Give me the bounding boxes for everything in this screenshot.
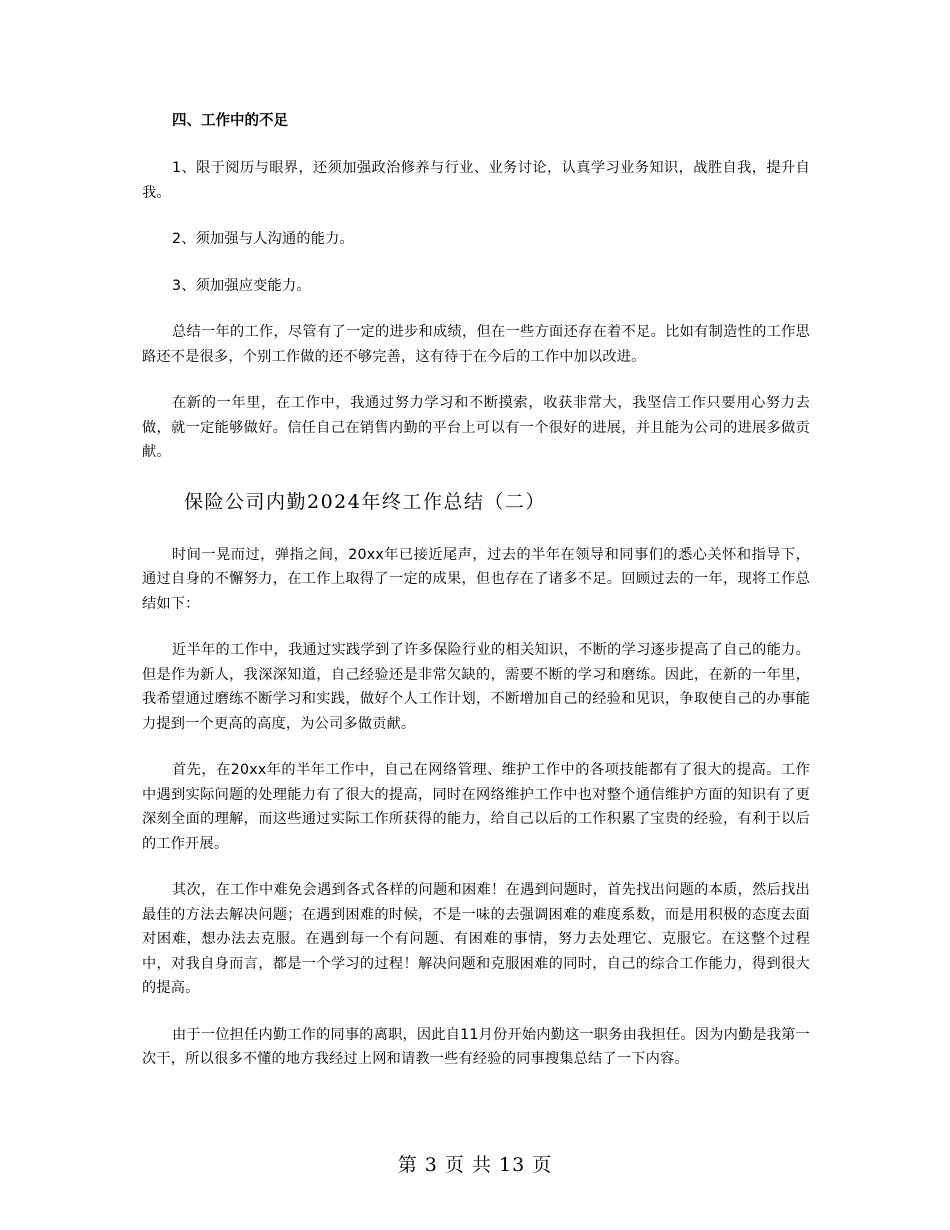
document-body	[142, 108, 810, 1094]
paragraph: 其次，在工作中难免会遇到各式各样的问题和困难！在遇到问题时，首先找出问题的本质，然后找出最佳的方法去解决问题；在遇到困难的时候，不是一味的去强调困难的难度系数，而是用积极的态度去面对困难，想办法去克服。在遇到每一个有问题、有困难的事情，努力去处理它、克服它。在这整个过程中，对我自身而言，都是一个学习的过程！解决问题和克服困难的同时，自己的综合工作能力，得到很大的提高。	[142, 882, 810, 996]
paragraph: 在新的一年里，在工作中，我通过努力学习和不断摸索，收获非常大，我坚信工作只要用心努力去做，就一定能够做好。信任自己在销售内勤的平台上可以有一个很好的进展，并且能为公司的进展多做贡献。	[142, 395, 810, 460]
page-number-footer: 第 3 页 共 13 页	[397, 1154, 553, 1176]
paragraph: 总结一年的工作，尽管有了一定的进步和成绩，但在一些方面还存在着不足。比如有制造性的工作思路还不是很多，个别工作做的还不够完善，这有待于在今后的工作中加以改进。	[142, 324, 810, 365]
section-title: 保险公司内勤2024年终工作总结（二）	[184, 490, 546, 513]
list-item: 2、须加强与人沟通的能力。	[172, 231, 354, 247]
paragraph: 时间一晃而过，弹指之间，20xx年已接近尾声，过去的半年在领导和同事们的悉心关怀和指导下，通过自身的不懈努力，在工作上取得了一定的成果，但也存在了诸多不足。回顾过去的一年，现将工作总结如下：	[142, 546, 810, 612]
paragraph: 近半年的工作中，我通过实践学到了许多保险行业的相关知识，不断的学习逐步提高了自己的能力。但是作为新人，我深深知道，自己经验还是非常欠缺的，需要不断的学习和磨练。因此，在新的一年里，我希望通过磨练不断学习和实践，做好个人工作计划，不断增加自己的经验和见识，争取使自己的办事能力提到一个更高的高度，为公司多做贡献。	[142, 642, 810, 732]
list-item: 1、限于阅历与眼界，还须加强政治修养与行业、业务讨论，认真学习业务知识，战胜自我，提升自我。	[142, 160, 810, 201]
section-heading: 四、工作中的不足	[172, 113, 288, 129]
list-item: 3、须加强应变能力。	[172, 277, 311, 294]
paragraph: 由于一位担任内勤工作的同事的离职，因此自11月份开始内勤这一职务由我担任。因为内勤是我第一次干，所以很多不懂的地方我经过上网和请教一些有经验的同事搜集总结了一下内容。	[142, 1026, 810, 1067]
paragraph: 首先，在20xx年的半年工作中，自己在网络管理、维护工作中的各项技能都有了很大的提高。工作中遇到实际问题的处理能力有了很大的提高，同时在网络维护工作中也对整个通信维护方面的知识有了更深刻全面的理解，而这些通过实际工作所获得的能力，给自己以后的工作积累了宝贵的经验，有利于以后的工作开展。	[142, 762, 810, 852]
